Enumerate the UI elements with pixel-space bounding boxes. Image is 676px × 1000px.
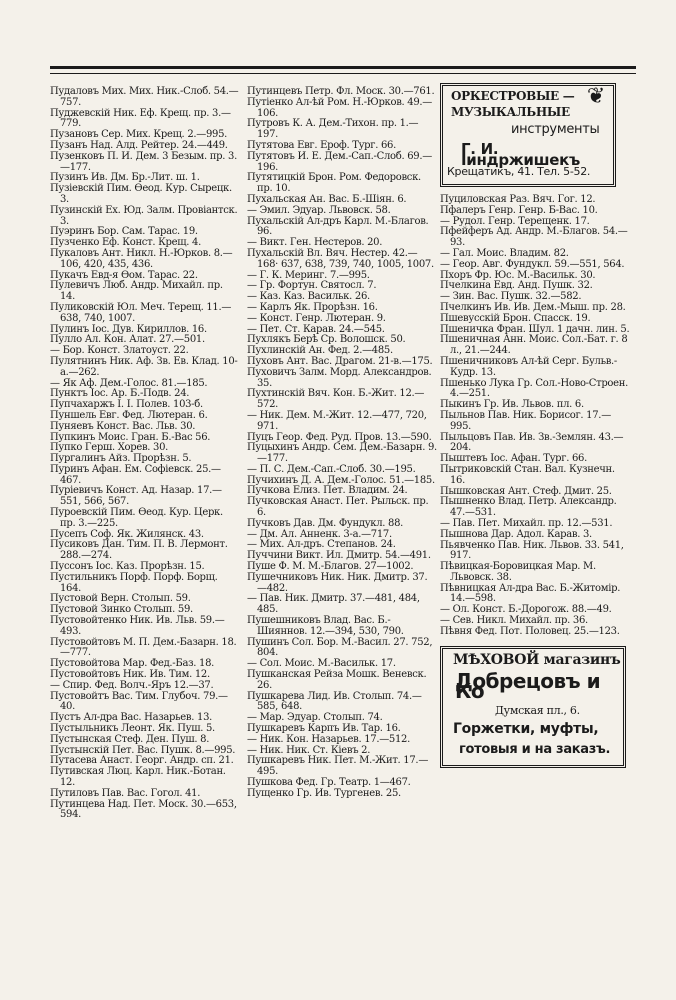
directory-entry: Пушешниковъ Влад. Вас. Б.-Шияннов. 12.—394, 530, 790. [247, 615, 404, 637]
directory-entry: — Геор. Авг. Фундукл. 59.—551, 564. [440, 258, 625, 270]
directory-entry: Путинцева Над. Пет. Моск. 30.—653, 594. [50, 798, 240, 821]
directory-entry: Пузенковъ П. И. Дем. 3 Безым. пр. 3.—177. [50, 150, 237, 173]
directory-entry: Пчелкинъ Ив. Ив. Дем.-Мыш. пр. 28. [440, 301, 626, 313]
directory-entry: Пузинъ Ив. Дм. Бр.-Лит. ш. 1. [50, 172, 200, 184]
ad-orchestra-line3: инструменты [511, 122, 600, 137]
directory-entry: Пытриковскій Стан. Вал. Кузнечн. 16. [440, 463, 618, 486]
directory-entry: Пѣвня Фед. Пот. Половец. 25.—123. [440, 625, 620, 637]
directory-entry: Пузановъ Сер. Мих. Крещ. 2.—995. [50, 129, 228, 141]
directory-entry: Пупчахаржъ І. І. Полев. 103-б. [50, 399, 203, 411]
ad-orchestra-line1: ОРКЕСТРОВЫЕ — [451, 89, 575, 103]
directory-entry: Пуроевскій Пим. Өеод. Кур. Церк. пр. 3.—225. [50, 507, 226, 529]
directory-entry: Пусепъ Соф. Як. Жилянск. 43. [50, 528, 204, 540]
directory-entry: Пуншель Евг. Фед. Лютеран. 6. [50, 409, 208, 421]
directory-entry: Путасева Анаст. Георг. Андр. сп. 21. [50, 755, 234, 767]
directory-entry: Пушкаревъ Ник. Пет. М.-Жит. 17.—495. [247, 755, 429, 778]
directory-entry: Пустовойтенко Ник. Ив. Льв. 59.—493. [50, 615, 225, 637]
directory-entry: Пшенько Лука Гр. Сол.-Ново-Строен. 4.—251. [440, 377, 631, 400]
directory-entry: — Пет. Ст. Карав. 24.—545. [247, 323, 385, 335]
directory-entry: Пушканская Рейза Мошк. Веневск. 26. [247, 669, 430, 691]
column-1 [50, 87, 240, 821]
directory-entry: Пукаловъ Ант. Никл. Н.-Юрков. 8.—106, 420, 435, 436. [50, 247, 233, 270]
directory-entry: Пустынскій Пет. Вас. Пушк. 8.—995. [50, 744, 236, 756]
directory-entry: — Г. К. Меринг. 7.—995. [247, 269, 370, 281]
directory-entry: Пустовой Верн. Столып. 59. [50, 593, 191, 605]
directory-entry: Пустовойтъ Вас. Тим. Глубоч. 79.—40. [50, 690, 228, 713]
directory-entry: Пухлякъ Берѣ Ср. Волошск. 50. [247, 334, 406, 346]
directory-entry: Пунктъ Іос. Ар. Б.-Подв. 24. [50, 388, 190, 400]
directory-entry: Пучкова Елиз. Пет. Владим. 24. [247, 485, 408, 497]
directory-entry: — Пав. Ник. Дмитр. 37.—481, 484, 485. [247, 593, 423, 616]
directory-entry: Путиловъ Пав. Вас. Гогол. 41. [50, 787, 201, 799]
directory-entry: Пустовойтовъ Ник. Ив. Тим. 12. [50, 669, 210, 681]
directory-entry: — Дм. Ал. Анненк. 3-а.—717. [247, 528, 392, 540]
directory-entry: Пшеничка Фран. Шул. 1 дачн. лин. 5. [440, 323, 630, 335]
directory-entry: Пхоръ Фр. Юс. М.-Васильк. 30. [440, 269, 596, 281]
directory-entry: Пулевичъ Люб. Андр. Михайл. пр. 14. [50, 280, 226, 303]
advertisement-fur-shop [440, 646, 626, 768]
ornament-icon: ❦ [586, 84, 605, 109]
directory-entry: Пушкарева Лид. Ив. Столып. 74.—585, 648. [247, 690, 422, 713]
ad-orchestra-address: Крещатикъ, 41. Тел. 5-52. [447, 165, 591, 178]
directory-entry: Пустынская Стеф. Ден. Пуш. 8. [50, 733, 210, 745]
directory-entry: Пыльцовъ Пав. Ив. Зв.-Землян. 43.—204. [440, 431, 624, 454]
directory-entry: Пуциловская Раз. Вяч. Гог. 12. [440, 194, 596, 205]
directory-entry: Пушинъ Сол. Бор. М.-Васил. 27. 752, 804. [247, 636, 436, 659]
ad-fur-line4: Горжетки, муфты, [453, 720, 599, 737]
directory-entry: — Конст. Генр. Лютеран. 9. [247, 312, 386, 324]
directory-entry: Пушечниковъ Ник. Ник. Дмитр. 37.—482. [247, 571, 428, 594]
directory-entry: Пшевусскій Брон. Спасск. 19. [440, 312, 591, 324]
directory-entry: Пупкинъ Моис. Гран. Б.-Вас 56. [50, 431, 211, 443]
directory-entry: Пуріевичъ Конст. Ад. Назар. 17.—551, 566, 567. [50, 485, 222, 508]
directory-entry: Пусиковъ Дан. Тим. П. В. Лермонт. 288.—274. [50, 539, 231, 562]
directory-entry: Пухальскій Ал-дръ Карл. М.-Благов. 96. [247, 215, 432, 238]
directory-entry: Пчелкина Евд. Анд. Пушк. 32. [440, 280, 593, 292]
directory-entry: Пышковская Ант. Стеф. Дмит. 25. [440, 485, 612, 497]
directory-entry: — Гр. Фортун. Святосл. 7. [247, 280, 377, 292]
directory-entry: Пѣвицкая-Боровицкая Мар. М. Львовск. 38. [440, 561, 599, 583]
directory-entry: Пуджевскій Ник. Еф. Крещ. пр. 3.—779. [50, 107, 231, 130]
header-rule-thick [50, 66, 636, 69]
ad-fur-line1: МѢХОВОЙ магазинъ [453, 651, 621, 668]
directory-entry: Пухальскій Вл. Вяч. Нестер. 42.—168· 637, 638, 739, 740, 1005, 1007. [247, 247, 434, 270]
directory-entry: Пшеничниковъ Ал-ѣй Серг. Бульв.-Кудр. 13. [440, 355, 618, 378]
directory-entry: Пустовойтовъ М. П. Дем.-Базарн. 18.—777. [50, 636, 237, 659]
directory-entry: Пузинскій Ех. Юд. Залм. Провіантск. 3. [50, 204, 241, 227]
directory-entry: Пургалинъ Айз. Прорѣзн. 5. [50, 453, 192, 465]
directory-entry: Путивская Люц. Карл. Ник.-Ботан. 12. [50, 766, 229, 788]
directory-entry: Пѣвницкая Ал-дра Вас. Б.-Житомір. 14.—598. [440, 582, 624, 605]
directory-entry: Путятова Евг. Ероф. Тург. 66. [247, 139, 396, 151]
directory-entry: Пуховичъ Залм. Морд. Александров. 35. [247, 366, 435, 389]
directory-entry: Пучихинъ Д. А. Дем.-Голос. 51.—185. [247, 474, 435, 486]
directory-entry: — Ник. Дем. М.-Жит. 12.—477, 720, 971. [247, 409, 430, 432]
directory-entry: Пуссонъ Іос. Каз. Прорѣзн. 15. [50, 561, 205, 573]
directory-entry: Пыштевъ Іос. Афан. Тург. 66. [440, 453, 587, 465]
directory-entry: — Каз. Каз. Васильк. 26. [247, 291, 370, 303]
directory-entry: Пыкинъ Гр. Ив. Львов. пл. 6. [440, 399, 584, 411]
directory-entry: Пуцыхинъ Андр. Сем. Дем.-Базарн. 9.—177. [247, 442, 437, 465]
directory-entry: Пустовой Зинко Столып. 59. [50, 604, 193, 616]
directory-entry: Пфалеръ Генр. Генр. Б-Вас. 10. [440, 204, 598, 216]
directory-entry: — Бор. Конст. Златоуст. 22. [50, 345, 189, 357]
directory-entry: Пулло Ал. Кон. Алат. 27.—501. [50, 334, 205, 346]
directory-entry: Пустыльникъ Леонт. Як. Пуш. 5. [50, 723, 215, 735]
directory-entry: Пулятнинъ Ник. Аф. Зв. Ев. Клад. 10-а.—262. [50, 355, 238, 378]
directory-entry: Пуликовскій Юл. Меч. Терещ. 11.—638, 740, 1007. [50, 301, 232, 324]
directory-entry: Пузченко Еф. Конст. Крещ. 4. [50, 237, 201, 249]
directory-entry: Пупко Герш. Хорев. 30. [50, 442, 169, 454]
directory-entry: — Викт. Ген. Нестеров. 20. [247, 237, 383, 249]
directory-entry: Путятовъ И. Е. Дем.-Сап.-Слоб. 69.—196. [247, 150, 432, 173]
directory-entry: — Зин. Вас. Пушк. 32.—582. [440, 291, 582, 303]
ad-orchestra-line2: МУЗЫКАЛЬНЫЕ [451, 105, 570, 119]
ad-orchestra-name: Г. И. Іиндржишекъ [461, 140, 580, 169]
directory-entry: — Рудол. Генр. Терещенк. 17. [440, 215, 590, 227]
ad-fur-line2: Добрецовъ и Ко [455, 668, 601, 704]
ad-fur-line5: готовыя и на заказъ. [459, 741, 611, 757]
directory-entry: — Ник. Кон. Назарьев. 17.—512. [247, 733, 410, 745]
directory-entry: — Гал. Моис. Владим. 82. [440, 247, 569, 259]
directory-entry: — Сол. Моис. М.-Васильк. 17. [247, 658, 396, 670]
directory-entry: Пышнова Дар. Адол. Карав. 3. [440, 528, 592, 540]
directory-entry: Пуэринъ Бор. Сам. Тарас. 19. [50, 226, 198, 238]
directory-entry: — Спир. Фед. Волч.-Яръ 12.—37. [50, 679, 214, 691]
directory-entry: — Эмил. Эдуар. Львовск. 58. [247, 204, 391, 216]
header-rule-thin [50, 73, 636, 74]
column-2 [247, 87, 437, 800]
directory-entry: Путинцевъ Петр. Фл. Моск. 30.—761. [247, 86, 435, 97]
directory-entry: Пузіевскій Пим. Өеод. Кур. Сырецк. 3. [50, 183, 235, 205]
directory-entry: Пухальская Ан. Вас. Б.-Шіян. 6. [247, 193, 407, 205]
directory-entry: — Ол. Конст. Б.-Дорогож. 88.—49. [440, 604, 612, 616]
directory-entry: Пучковская Анаст. Пет. Рыльск. пр. 6. [247, 496, 432, 519]
directory-entry: Пуняевъ Конст. Вас. Льв. 30. [50, 420, 196, 432]
ad-fur-line3: Думская пл., 6. [495, 703, 580, 717]
directory-entry: Пустъ Ал-дра Вас. Назарьев. 13. [50, 712, 213, 724]
directory-entry: Пустильникъ Порф. Порф. Борщ. 164. [50, 571, 221, 594]
directory-entry: — Як Аф. Дем.-Голос. 81.—185. [50, 377, 208, 389]
directory-entry: Пухлинскій Ан. Фед. 2.—485. [247, 345, 393, 357]
advertisement-orchestra [440, 83, 616, 187]
directory-entry: Пьявченко Пав. Ник. Львов. 33. 541, 917. [440, 539, 627, 562]
directory-entry: Пулинъ Іос. Дув. Кириллов. 16. [50, 323, 207, 335]
directory-entry: Пуше Ф. М. М.-Благов. 27—1002. [247, 561, 414, 573]
directory-entry: Пуччини Викт. Ил. Дмитр. 54.—491. [247, 550, 431, 562]
directory-entry: Пудаловъ Мих. Мих. Ник.-Слоб. 54.—757. [50, 86, 239, 108]
directory-entry: — Мар. Эдуар. Столып. 74. [247, 712, 383, 724]
directory-entry: Пушкова Фед. Гр. Театр. 1—467. [247, 777, 411, 788]
directory-entry: — Мих. Ал-дръ. Степанов. 24. [247, 539, 396, 551]
directory-entry: Пукачъ Евд-я Өом. Тарас. 22. [50, 269, 198, 281]
directory-entry: — Карлъ Як. Прорѣзн. 16. [247, 301, 378, 313]
directory-entry: Пустовойтова Мар. Фед.-Баз. 18. [50, 658, 215, 670]
column-3-entries [440, 195, 630, 638]
directory-entry: Пучковъ Дав. Дм. Фундукл. 88. [247, 517, 404, 529]
directory-entry: Пуринъ Афан. Ем. Софіевск. 25.—467. [50, 463, 221, 486]
directory-entry: — П. С. Дем.-Сап.-Слоб. 30.—195. [247, 463, 416, 475]
directory-entry: Пфейферъ Ад. Андр. М.-Благов. 54.—93. [440, 226, 628, 249]
directory-entry: — Сев. Никл. Михайл. пр. 36. [440, 615, 588, 627]
directory-entry: — Ник. Ник. Ст. Кіевъ 2. [247, 744, 371, 756]
directory-entry: Пущенко Гр. Ив. Тургенев. 25. [247, 787, 401, 799]
directory-entry: Путровъ К. А. Дем.-Тихон. пр. 1.—197. [247, 118, 419, 141]
directory-entry: Путіенко Ал-ѣй Ром. Н.-Юрков. 49.—106. [247, 96, 433, 119]
directory-entry: Пшеничная Анн. Моис. Сол.-Бат. г. 8 л., 21.—244. [440, 334, 631, 357]
directory-entry: Пушкаревъ Карпъ Ив. Тар. 16. [247, 723, 401, 735]
directory-entry: — Пав. Пет. Михайл. пр. 12.—531. [440, 517, 613, 529]
directory-entry: Пуцъ Геор. Фед. Руд. Пров. 13.—590. [247, 431, 432, 443]
column-3 [440, 84, 631, 768]
directory-entry: Пухтинскій Вяч. Кон. Б.-Жит. 12.—572. [247, 388, 425, 411]
directory-entry: Пышненко Влад. Петр. Александр. 47.—531. [440, 496, 620, 519]
directory-entry: Путятицкій Брон. Ром. Федоровск. пр. 10. [247, 172, 424, 195]
directory-entry: Пуховъ Ант. Вас. Драгом. 21-в.—175. [247, 355, 433, 367]
directory-entry: Пыльнов Пав. Ник. Борисог. 17.—995. [440, 409, 611, 432]
directory-entry: Пузанъ Над. Алд. Рейтер. 24.—449. [50, 139, 228, 151]
